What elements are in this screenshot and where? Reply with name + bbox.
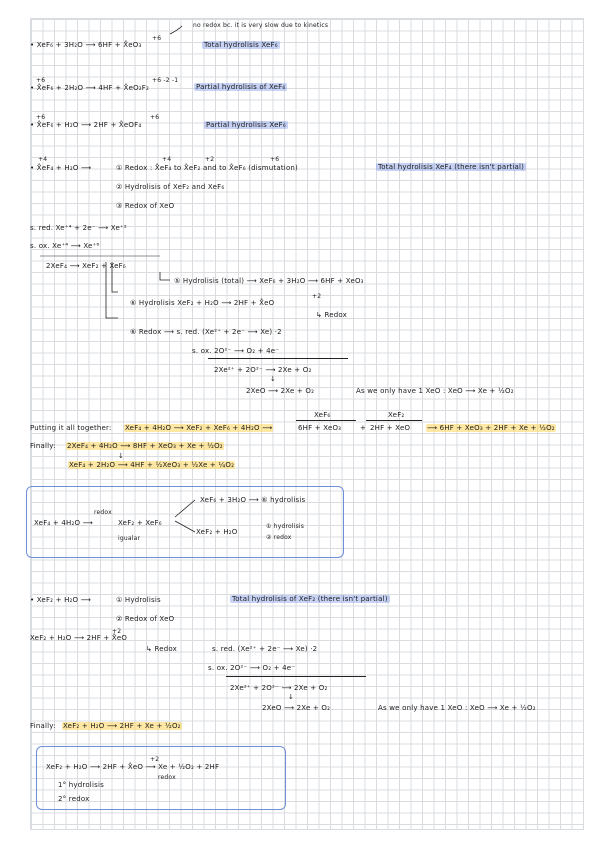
putting-branch2-title: XeF₂ [388, 411, 405, 419]
xef2-finally: XeF₂ + H₂O ⟶ 2HF + Xe + ½O₂ [63, 722, 181, 730]
ox-state: +6 [150, 114, 160, 121]
xef2-note: As we only have 1 XeO : XeO ⟶ Xe + ½O₂ [378, 704, 536, 712]
xef2-reduction: s. red. (Xe²⁺ + 2e⁻ ⟶ Xe) ·2 [212, 645, 318, 653]
summary2-line2: 1° hydrolisis [58, 781, 104, 789]
ox-state: +4 [162, 156, 172, 163]
branch-c-note: As we only have 1 XeO : XeO ⟶ Xe + ½O₂ [356, 387, 514, 395]
finally-xef4-1: 2XeF₄ + 4H₂O ⟶ 8HF + XeO₃ + Xe + ½O₂ [67, 442, 223, 450]
summary2-redox: redox [158, 774, 176, 781]
ox-state: +6 [36, 114, 46, 121]
summary-middle: XeF₂ + XeF₆ [118, 519, 162, 527]
xef6-partial1-equation: • X̊eF₆ + 2H₂O ⟶ 4HF + X̊eO₂F₂ [30, 84, 150, 92]
xef4-dismutation: 2XeF₄ ⟶ XeF₂ + XeF₆ [46, 262, 126, 270]
summary-top: XeF₆ + 3H₂O ⟶ ⑥ hydrolisis [200, 496, 306, 504]
xef2-equation: • XeF₂ + H₂O ⟶ [30, 596, 91, 604]
down-arrow: ↓ [118, 452, 125, 460]
ox-state: +6 [270, 156, 280, 163]
summary2-line3: 2° redox [58, 795, 90, 803]
putting-branch1: 6HF + XeO₃ [298, 424, 342, 432]
ox-state: +2 [150, 756, 160, 763]
branch-c-final: 2XeO ⟶ 2Xe + O₂ [246, 387, 315, 395]
down-arrow: ↓ [288, 693, 295, 701]
xef4-reduction: s. red. Xe⁺⁴ + 2e⁻ ⟶ Xe⁺² [30, 224, 127, 232]
xef6-total-label: Total hydrolisis XeF₆ [204, 41, 278, 49]
summary-redox-label: redox [94, 509, 112, 516]
summary-bottom: XeF₂ + H₂O [196, 528, 238, 536]
putting-branch1-title: XeF₆ [314, 411, 331, 419]
xef2-final: 2XeO ⟶ 2Xe + O₂ [262, 704, 331, 712]
xef6-total-equation: • XeF₆ + 3H₂O ⟶ 6HF + X̊eO₃ [30, 41, 142, 49]
branch-b-redox: ↳ Redox [316, 311, 347, 319]
putting-result: ⟶ 6HF + XeO₃ + 2HF + Xe + ½O₂ [427, 424, 555, 432]
summary2-line1: XeF₂ + H₂O ⟶ 2HF + X̊eO ⟶ Xe + ½O₂ + 2HF [46, 763, 220, 771]
summary-bottom-1: ① hydrolisis [266, 523, 305, 530]
xef2-redox: ↳ Redox [146, 645, 177, 653]
summary-bottom-2: ② redox [266, 534, 292, 541]
plus-sign: + [360, 424, 367, 432]
xef2-hydrolysis: XeF₂ + H₂O ⟶ 2HF + X̊eO [30, 634, 128, 642]
xef2-step2: ② Redox of XeO [116, 615, 175, 623]
xef4-step1: ① Redox : X̊eF₄ to X̊eF₂ and to X̊eF₆ (dismutation) [116, 164, 298, 172]
putting-branch2: 2HF + XeO [370, 424, 411, 432]
bracket-line [366, 420, 422, 421]
xef6-partial1-label: Partial hydrolisis of XeF₆ [196, 83, 286, 91]
branch-a: ⑤ Hydrolisis (total) ⟶ XeF₆ + 3H₂O ⟶ 6HF + XeO₃ [174, 277, 364, 285]
kinetics-note: no redox bc. it is very slow due to kinetics [193, 22, 329, 29]
xef2-step1: ① Hydrolisis [116, 596, 161, 604]
ox-state: +2 [112, 628, 122, 635]
putting-label: Putting it all together: [30, 424, 112, 432]
sum-line [208, 358, 348, 359]
bracket-line [296, 420, 356, 421]
summary-left: XeF₄ + 4H₂O ⟶ [34, 519, 93, 527]
xef6-partial2-equation: • X̊eF₆ + H₂O ⟶ 2HF + X̊eOF₄ [30, 121, 142, 129]
xef4-equation: • X̊eF₄ + H₂O ⟶ [30, 164, 92, 172]
branch-c: ⑥ Redox ⟶ s. red. (Xe²⁺ + 2e⁻ ⟶ Xe) ·2 [130, 328, 282, 336]
ox-state: +6 -2 -1 [152, 77, 179, 84]
branch-b: ⑥ Hydrolisis XeF₂ + H₂O ⟶ 2HF + X̊eO [130, 299, 275, 307]
down-arrow: ↓ [270, 375, 277, 383]
summary-middle-sub: igualar [118, 535, 141, 542]
sum-line [226, 676, 366, 677]
xef6-partial2-label: Partial hydrolisis XeF₆ [206, 121, 286, 129]
ox-state: +6 [152, 35, 162, 42]
xef4-total-label: Total hydrolisis XeF₄ (there isn't partial) [378, 163, 525, 171]
ox-state: +6 [36, 77, 46, 84]
xef2-oxidation: s. ox. 2O²⁻ ⟶ O₂ + 4e⁻ [208, 664, 296, 672]
xef4-step3: ③ Redox of XeO [116, 202, 175, 210]
ox-state: +2 [205, 156, 215, 163]
ox-state: +2 [312, 293, 322, 300]
xef2-sum: 2Xe²⁺ + 2O²⁻ ⟶ 2Xe + O₂ [230, 684, 328, 692]
ox-state: +4 [38, 156, 48, 163]
xef4-oxidation: s. ox. Xe⁺⁴ ⟶ Xe⁺⁶ [30, 242, 100, 250]
putting-equation: XeF₄ + 4H₂O ⟶ XeF₂ + XeF₆ + 4H₂O ⟶ [125, 424, 273, 432]
xef4-step2: ② Hydrolisis of XeF₂ and XeF₆ [116, 183, 225, 191]
xef2-finally-label: Finally: [30, 722, 56, 730]
xef2-total-label: Total hydrolisis of XeF₂ (there isn't partial) [232, 595, 388, 603]
finally-label: Finally: [30, 442, 56, 450]
finally-xef4-2: XeF₄ + 2H₂O ⟶ 4HF + ½XeO₃ + ½Xe + ¼O₂ [69, 461, 235, 469]
branch-c-sum: 2Xe²⁺ + 2O²⁻ ⟶ 2Xe + O₂ [214, 366, 312, 374]
branch-c-ox: s. ox. 2O²⁻ ⟶ O₂ + 4e⁻ [192, 347, 280, 355]
